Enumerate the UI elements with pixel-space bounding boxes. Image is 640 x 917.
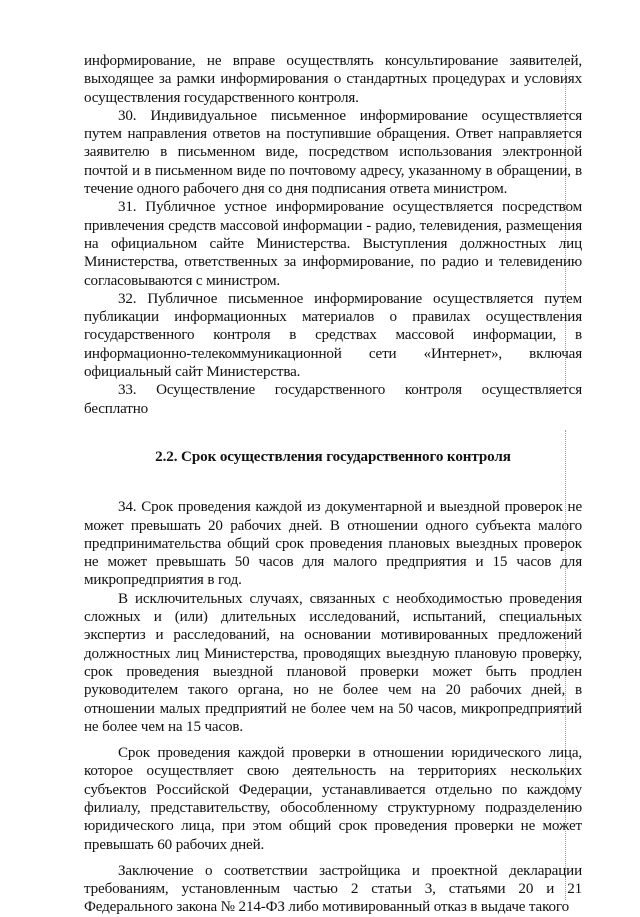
paragraph-33: 33. Осуществление государственного контроля осуществляется бесплатно	[84, 382, 582, 417]
document-page	[84, 52, 582, 917]
paragraph-32: 32. Публичное письменное информирование осуществляется путем публикации информационных материалов о правилах осуществления государственного контроля в средствах массовой информации, в информационно-телекоммуникационной сети «Интернет», включая официальный сайт Министерства.	[84, 290, 582, 381]
paragraph-conclusion: Заключение о соответствии застройщика и проектной декларации требованиям, установленным частью 2 статьи 3, статьями 20 и 21 Федерального закона № 214-ФЗ либо мотивированный отказ в выдаче такого	[84, 862, 582, 916]
section-heading: 2.2. Срок осуществления государственного контроля	[155, 448, 511, 465]
paragraph-30: 30. Индивидуальное письменное информирование осуществляется путем направления ответов на поступившие обращения. Ответ направляется заявителю в письменном виде, посредством использования электронной почтой и в письменном виде по почтовому адресу, указанному в обращении, в течение одного рабочего дня со дня подписания ответа министром.	[84, 107, 582, 198]
paragraph-continuation: информирование, не вправе осуществлять консультирование заявителей, выходящее за рамки информирования о стандартных процедурах и условиях осуществления государственного контроля.	[84, 53, 582, 106]
paragraph-branches: Срок проведения каждой проверки в отношении юридического лица, которое осуществляет свою деятельность на территориях нескольких субъектов Российской Федерации, устанавливается отдельно по каждому филиалу, представительству, обособленному структурному подразделению юридического лица, при этом общий срок проведения проверки не может превышать 60 рабочих дней.	[84, 745, 582, 853]
paragraph-31: 31. Публичное устное информирование осуществляется посредством привлечения средств массовой информации - радио, телевидения, размещения на официальном сайте Министерства. Выступления должностных лиц Министерства, ответственных за информирование, по радио и телевидению согласовываются с министром.	[84, 199, 582, 289]
paragraph-34: 34. Срок проведения каждой из документарной и выездной проверок не может превышать 20 рабочих дней. В отношении одного субъекта малого предпринимательства общий срок проведения плановых выездных проверок не может превышать 50 часов для малого предприятия и 15 часов для микропредприятия в год.	[84, 499, 582, 589]
paragraph-exceptional-cases: В исключительных случаях, связанных с необходимостью проведения сложных и (или) длительных исследований, испытаний, специальных экспертиз и расследований, на основании мотивированных предложений должностных лиц Министерства, проводящих выездную плановую проверку, срок проведения выездной плановой проверки может быть продлен руководителем такого органа, но не более чем на 20 рабочих дней, в отношении малых предприятий не более чем на 50 часов, микропредприятий не более чем на 15 часов.	[84, 590, 582, 735]
